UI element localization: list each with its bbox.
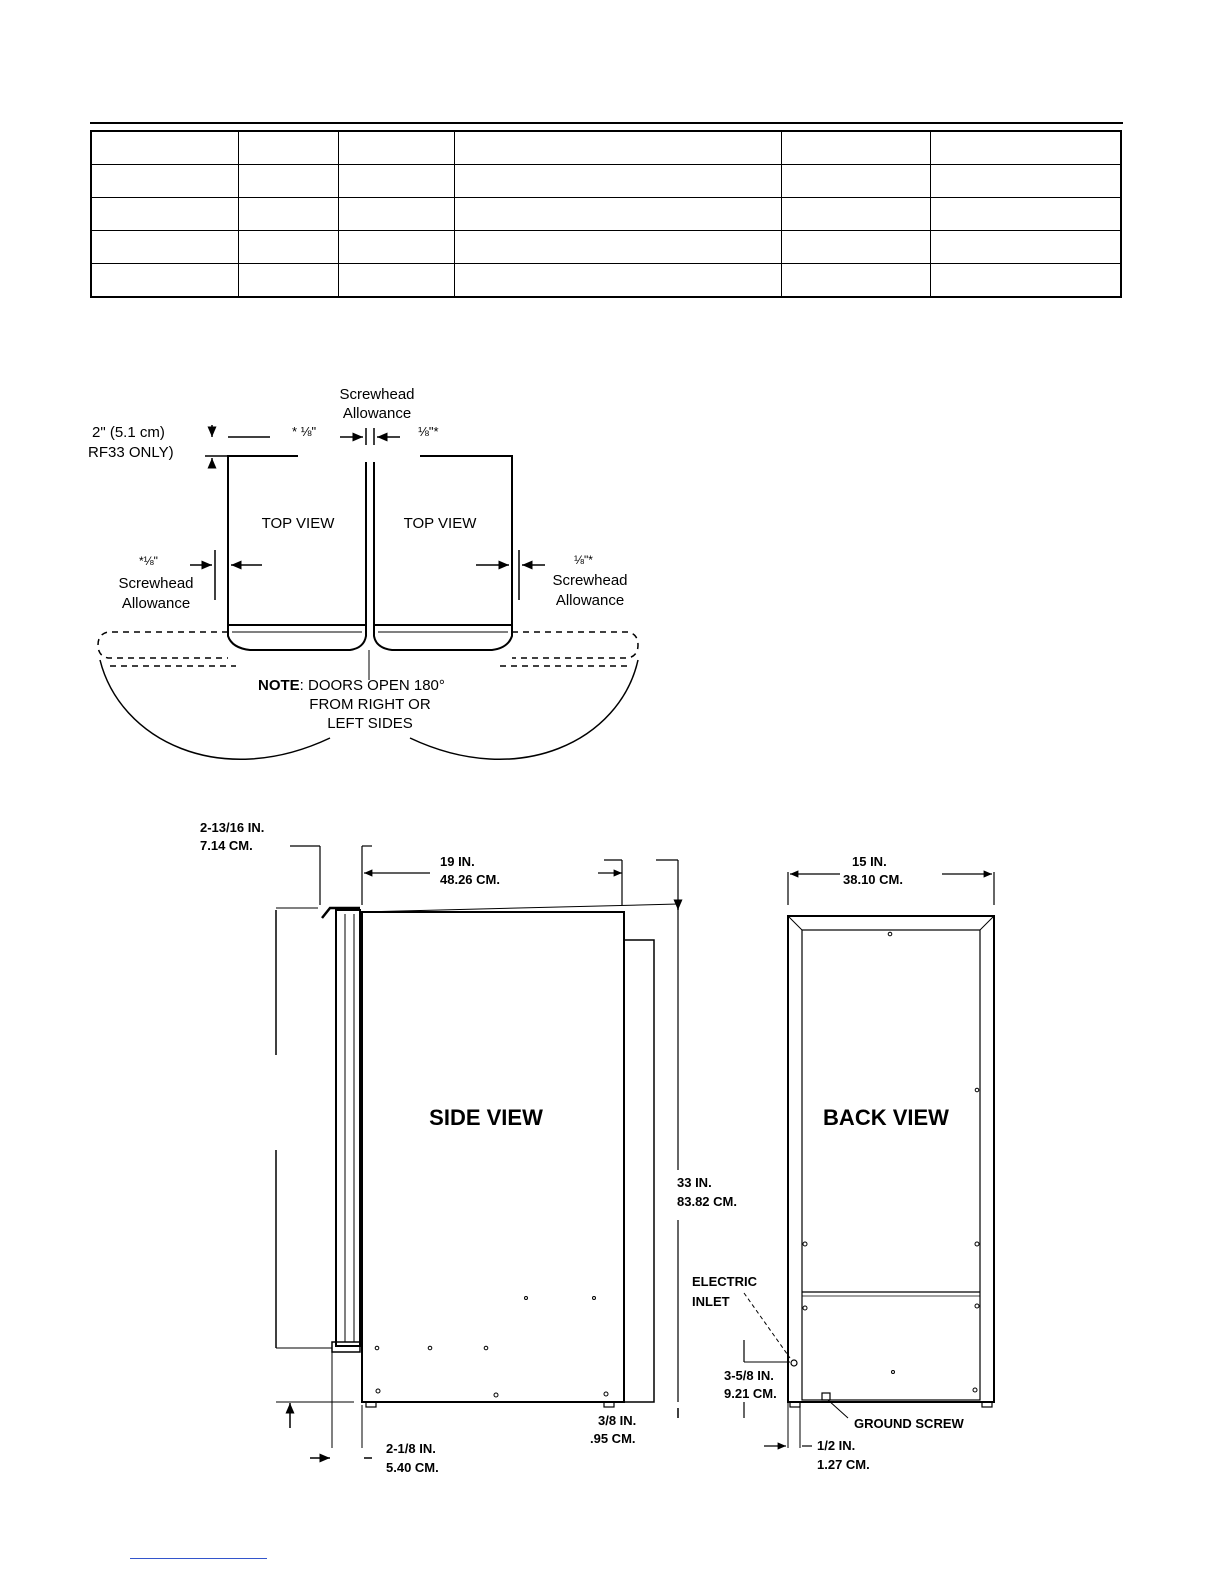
note-line-1: [258, 677, 445, 694]
side-left-screwhead-1: Screwhead: [118, 575, 194, 592]
height-cm: 83.82 CM.: [677, 1194, 737, 1209]
leg-in: 3/8 IN.: [598, 1413, 637, 1428]
gap-right-top-label: ⅛"*: [418, 424, 439, 439]
side-right-screwhead-1: Screwhead: [552, 572, 628, 589]
depth-cm: 48.26 CM.: [440, 872, 500, 887]
right-door-swing-outline: [512, 632, 638, 658]
top-view-right-label: TOP VIEW: [403, 515, 477, 532]
inlet-height-cm: 9.21 CM.: [724, 1386, 777, 1401]
right-unit-outline: [374, 456, 512, 625]
clearance-label-1: 2" (5.1 cm): [92, 424, 165, 441]
note-line-2: FROM RIGHT OR: [309, 696, 431, 713]
left-door-swing-outline: [98, 632, 228, 658]
side-view-title: SIDE VIEW: [429, 1105, 543, 1130]
right-door-front: [374, 625, 512, 650]
depth-in: 19 IN.: [440, 854, 475, 869]
width-cm: 38.10 CM.: [843, 872, 903, 887]
electric-inlet-icon: [791, 1360, 797, 1366]
left-door-front: [228, 625, 366, 650]
side-body: [362, 912, 624, 1402]
top-view-left-label: TOP VIEW: [261, 515, 335, 532]
inlet-height-in: 3-5/8 IN.: [724, 1368, 774, 1383]
handle-depth-cm: 5.40 CM.: [386, 1460, 439, 1475]
top-view-labels: [88, 386, 628, 732]
side-right-gap-label: ⅛"*: [574, 553, 593, 567]
left-door-swing-arc: [100, 660, 330, 759]
back-frame-inner: [802, 930, 980, 1400]
back-view-drawing: [744, 872, 994, 1448]
edge-in: 1/2 IN.: [817, 1438, 856, 1453]
footer-link-line: [130, 1558, 267, 1559]
door-depth-in: 2-13/16 IN.: [200, 820, 265, 835]
side-view-labels: [200, 820, 737, 1475]
ground-screw-icon: [822, 1393, 830, 1400]
side-left-gap-label: *⅛": [139, 554, 158, 568]
note-line-3: LEFT SIDES: [327, 715, 413, 732]
left-unit-outline: [228, 456, 366, 625]
gap-left-top-label: * ⅛": [292, 424, 317, 439]
electric-inlet-label-2: INLET: [692, 1294, 730, 1309]
height-in: 33 IN.: [677, 1175, 712, 1190]
handle-depth-in: 2-1/8 IN.: [386, 1441, 436, 1456]
back-view-labels: [692, 854, 965, 1472]
edge-cm: 1.27 CM.: [817, 1457, 870, 1472]
screwhead-top-label-2: Allowance: [342, 405, 412, 422]
screwhead-top-label-1: Screwhead: [339, 386, 415, 403]
back-frame-outer: [788, 916, 994, 1402]
side-right-screwhead-2: Allowance: [555, 592, 625, 609]
ground-screw-label: GROUND SCREW: [854, 1416, 964, 1431]
note-text: : DOORS OPEN 180°: [299, 677, 445, 694]
leg-cm: .95 CM.: [590, 1431, 636, 1446]
width-in: 15 IN.: [852, 854, 887, 869]
side-view-drawing: [276, 846, 678, 1458]
clearance-label-2: RF33 ONLY): [88, 444, 174, 461]
back-view-title: BACK VIEW: [823, 1105, 949, 1130]
side-rear-step: [624, 940, 654, 1402]
side-left-screwhead-2: Allowance: [121, 595, 191, 612]
note-bold: NOTE: [258, 677, 300, 694]
right-door-swing-arc: [410, 660, 638, 759]
side-door: [336, 910, 360, 1346]
electric-inlet-label-1: ELECTRIC: [692, 1274, 757, 1289]
door-depth-cm: 7.14 CM.: [200, 838, 253, 853]
